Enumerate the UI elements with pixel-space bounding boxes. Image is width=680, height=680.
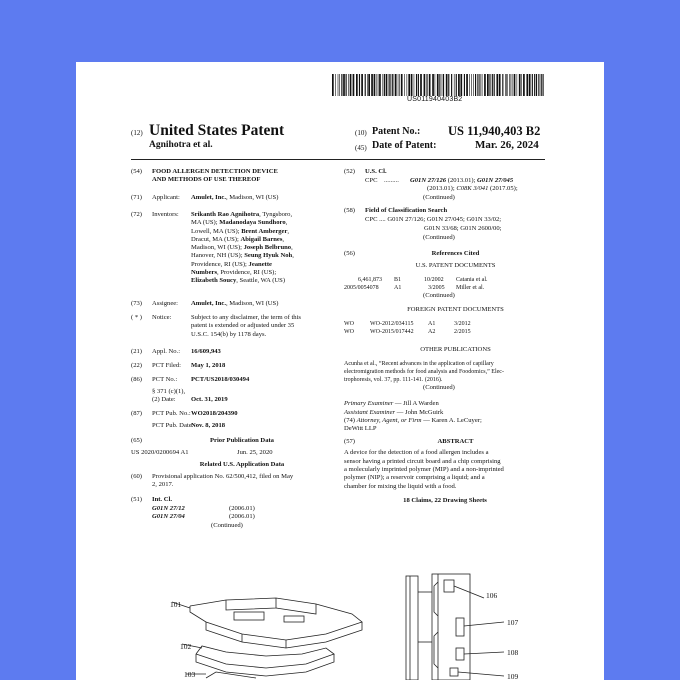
int-cl-version: (2006.01) (229, 513, 255, 521)
prior-publication-date: Jun. 25, 2020 (237, 449, 273, 456)
inventors-label: Inventors: (152, 211, 179, 218)
continued-note: (Continued) (423, 292, 455, 300)
barcode-bar (341, 74, 342, 96)
abstract-line: chamber for mixing the liquid with a food. (344, 482, 457, 490)
reference-label-109: 109 (507, 672, 519, 680)
inventor-location: , (291, 244, 293, 252)
field-code: (65) (131, 437, 142, 444)
assignee-name: Amulet, Inc. (191, 300, 226, 307)
inventors-list (191, 211, 331, 286)
field-code: (58) (344, 207, 355, 215)
patent-no-code: (10) (355, 129, 367, 137)
foreign-kind: A1 (428, 321, 436, 328)
barcode-bar (411, 74, 413, 96)
barcode-bar (477, 74, 478, 96)
abstract-text (344, 449, 546, 490)
barcode-bar (536, 74, 537, 96)
barcode-bar (356, 74, 358, 96)
cpc-code: C08K 3/041 (456, 185, 489, 193)
barcode-bar (481, 74, 482, 96)
barcode-bar (374, 74, 376, 96)
reference-date: 10/2002 (424, 276, 444, 283)
notice-label: Notice: (152, 314, 172, 321)
field-code: (87) (131, 410, 142, 417)
patent-front-page (76, 62, 604, 680)
barcode-bar (454, 74, 455, 96)
barcode-bar (389, 74, 390, 96)
pct-pub-number: WO2018/204390 (191, 410, 238, 417)
reference-label-108: 108 (507, 648, 519, 657)
barcode-bar (379, 74, 381, 96)
reference-kind: A1 (394, 284, 402, 291)
cpc-version: (2013.01); (427, 185, 457, 193)
inventor-location: , Providence, RI (US); (217, 269, 277, 277)
barcode-bar (460, 74, 462, 96)
int-cl-version: (2006.01) (229, 505, 255, 512)
patent-date: Mar. 26, 2024 (475, 139, 539, 151)
reference-label-106: 106 (486, 591, 498, 600)
pct-number: PCT/US2018/030494 (191, 376, 250, 383)
field-code: (72) (131, 211, 142, 218)
barcode-bar (392, 74, 393, 96)
reference-author: Miller et al. (456, 284, 485, 291)
barcode-bar (414, 74, 415, 96)
field-code: (86) (131, 376, 142, 383)
date-code: (45) (355, 144, 367, 152)
provisional-line: 2, 2017. (152, 481, 174, 489)
attorney-label: Attorney, Agent, or Firm (356, 417, 422, 425)
patent-number: US 11,940,403 B2 (448, 124, 541, 138)
reference-label-102: 102 (180, 642, 192, 651)
barcode-bar (335, 74, 336, 96)
pct-filed-date: May 1, 2018 (191, 362, 226, 369)
s371-date: Oct. 31, 2019 (191, 396, 228, 404)
barcode-bar (395, 74, 397, 96)
cpc-version: (2013.01); (446, 177, 478, 184)
inventor-location: , (292, 252, 294, 260)
barcode-bar (442, 74, 443, 96)
inventor-location: , Seattle, WA (US) (236, 277, 286, 285)
references-heading: References Cited (431, 249, 480, 257)
pct-pub-date-label: PCT Pub. Date: (152, 422, 194, 429)
other-publications-heading: OTHER PUBLICATIONS (420, 346, 491, 354)
barcode-bar (398, 74, 399, 96)
reference-row (344, 284, 546, 292)
barcode-bar (407, 74, 408, 96)
inventor-location: , (282, 235, 285, 243)
field-code: (73) (131, 300, 142, 307)
field-code: (22) (131, 362, 142, 369)
reference-number: 2005/0054078 (344, 284, 379, 291)
prior-publication-heading: Prior Publication Data (210, 437, 274, 444)
inventor-name: Seung Hyuk Noh (244, 252, 293, 260)
barcode-bar (416, 74, 417, 96)
barcode-bar (365, 74, 366, 96)
provisional-line: Provisional application No. 62/500,412, filed on May (152, 473, 294, 480)
date-label: Date of Patent: (372, 140, 437, 151)
inventor-name: Srikanth Rao Agnihotra (191, 211, 260, 218)
header-rule (131, 159, 545, 160)
cpc-code: G01N 27/126 (410, 177, 447, 184)
barcode-bar (401, 74, 403, 96)
foreign-number: WO-2012/034115 (370, 321, 414, 328)
barcode-bar (332, 74, 334, 96)
inventor-name: Jeanette (248, 260, 272, 268)
barcode-bar (437, 74, 439, 96)
foreign-country: WO (344, 321, 354, 328)
barcode-bar (368, 74, 370, 96)
barcode-bar (511, 74, 512, 96)
barcode-bar (361, 74, 363, 96)
barcode-bar (429, 74, 431, 96)
barcode-bar (505, 74, 506, 96)
publication-line: electromigration methods for food analysis and Foodomics,” Elec- (344, 369, 504, 376)
barcode-bar (424, 74, 426, 96)
inventor-name: Madanodaya Sundhoro (219, 219, 286, 227)
int-cl-code: G01N 27/12 (152, 505, 185, 512)
barcode-bar (435, 74, 436, 96)
field-code: (60) (131, 473, 142, 480)
barcode-bar (338, 74, 339, 96)
barcode-bar (339, 74, 340, 96)
continued-note: (Continued) (423, 384, 455, 392)
barcode-bar (541, 74, 542, 96)
inventor-name: Brent Amberger (241, 227, 288, 235)
publication-line: trophoresis, vol. 37, pp. 111-141. (2016). (344, 377, 443, 384)
barcode-bar (420, 74, 422, 96)
barcode-bar (378, 74, 379, 96)
cpc-version: (2017.05); (488, 185, 518, 193)
barcode-bar (484, 74, 486, 96)
reference-label-103: 103 (184, 670, 196, 679)
reference-kind: B1 (394, 276, 402, 283)
barcode-bar (529, 74, 531, 96)
barcode-bar (451, 74, 452, 96)
barcode-bar (386, 74, 388, 96)
abstract-line: sensor having a printed circuit board and a chip comprising (344, 457, 501, 465)
field-search-heading: Field of Classification Search (365, 207, 448, 215)
foreign-documents-heading: FOREIGN PATENT DOCUMENTS (407, 306, 504, 314)
inventor-name: Joseph Belbruno (243, 244, 292, 252)
field-code: (74) (344, 417, 355, 425)
barcode-bar (353, 74, 355, 96)
abstract-line: a molecularly imprinted polymer (MIP) and a non-imprinted (344, 465, 504, 473)
reference-number: 6,461,873 (358, 276, 382, 283)
barcode-bar (371, 74, 373, 96)
device-drawing-left (166, 582, 396, 680)
barcode-bar (469, 74, 470, 96)
barcode-bar (418, 74, 419, 96)
barcode-bar (471, 74, 472, 96)
foreign-date: 3/2012 (454, 321, 471, 328)
barcode-bar (383, 74, 384, 96)
document-kind-code: (12) (131, 129, 143, 137)
reference-label-101: 101 (170, 600, 182, 609)
field-code: (57) (344, 438, 355, 446)
abstract-heading: ABSTRACT (437, 438, 474, 446)
appl-number: 16/609,943 (191, 348, 221, 355)
title-line: AND METHODS OF USE THEREOF (152, 176, 261, 184)
barcode-bar (519, 74, 521, 96)
foreign-date: 2/2015 (454, 329, 471, 336)
barcode-bar (350, 74, 352, 96)
barcode-bar (514, 74, 516, 96)
barcode-bar (346, 74, 347, 96)
field-code: (51) (131, 496, 142, 503)
notice-line: U.S.C. 154(b) by 1178 days. (191, 330, 267, 338)
barcode-bar (443, 74, 444, 96)
barcode-bar (456, 74, 457, 96)
assistant-examiner-name: — John McGuirk (395, 408, 444, 416)
barcode-bar (499, 74, 501, 96)
barcode-bar (475, 74, 476, 96)
inventor-location: , Tyngsboro, (259, 211, 293, 218)
inventor-location: Madison, WI (US); (191, 244, 244, 252)
barcode-bar (523, 74, 525, 96)
related-application-heading: Related U.S. Application Data (199, 461, 285, 468)
inventor-short-name: Agnihotra et al. (149, 140, 213, 150)
inventor-location: , (287, 227, 290, 235)
barcode-bar (489, 74, 490, 96)
abstract-line: A device for the detection of a food allergen includes a (344, 449, 489, 457)
barcode-bar (399, 74, 400, 96)
attorney-name: — Karen A. LeCuyer; (421, 417, 482, 425)
applicant-label: Applicant: (152, 194, 180, 201)
claims-count: 18 Claims, 22 Drawing Sheets (403, 496, 487, 504)
patent-no-label: Patent No.: (372, 126, 421, 137)
reference-label-107: 107 (507, 618, 519, 627)
barcode-bar (432, 74, 434, 96)
title-line: FOOD ALLERGEN DETECTION DEVICE (152, 168, 278, 175)
assignee-label: Assignee: (152, 300, 179, 307)
assignee-location: , Madison, WI (US) (225, 300, 279, 307)
abstract-line: polymer (NIP); a reservoir comprising a liquid; and a (344, 474, 485, 482)
device-drawing-right (404, 572, 554, 680)
barcode-bar (464, 74, 465, 96)
continued-note: (Continued) (423, 194, 455, 202)
barcode-bar (343, 74, 345, 96)
barcode-bar (521, 74, 522, 96)
barcode (332, 74, 546, 96)
barcode-bar (439, 74, 440, 96)
barcode-number: US011940403B2 (407, 96, 463, 103)
barcode-bar (492, 74, 493, 96)
applicant-location: , Madison, WI (US) (225, 194, 279, 201)
barcode-bar (534, 74, 535, 96)
pct-filed-label: PCT Filed: (152, 362, 182, 369)
s371-date-label: (2) Date: (152, 396, 176, 404)
inventor-location: Providence, RI (US); (191, 260, 249, 268)
s371-label: § 371 (c)(1), (152, 388, 186, 395)
barcode-bar (494, 74, 495, 96)
barcode-bar (532, 74, 533, 96)
left-column (131, 168, 336, 531)
inventor-location: Hanover, NH (US); (191, 252, 245, 260)
field-code: (54) (131, 168, 142, 175)
applicant-name: Amulet, Inc. (191, 194, 226, 201)
int-cl-heading: Int. Cl. (152, 496, 172, 503)
field-code: (56) (344, 249, 355, 257)
patent-heading: United States Patent (149, 122, 285, 139)
primary-examiner-label: Primary Examiner (344, 400, 394, 408)
notice-line: patent is extended or adjusted under 35 (191, 322, 295, 330)
barcode-bar (448, 74, 449, 96)
pct-pub-label: PCT Pub. No.: (152, 410, 191, 417)
barcode-bar (426, 74, 427, 96)
us-cl-heading: U.S. Cl. (365, 168, 387, 175)
reference-row (344, 276, 546, 284)
barcode-bar (377, 74, 378, 96)
barcode-bar (394, 74, 395, 96)
field-search-line: G01N 33/68; G01N 2600/00; (424, 224, 502, 232)
field-code: (21) (131, 348, 142, 355)
cpc-code: G01N 27/045 (477, 177, 514, 184)
barcode-bar (517, 74, 518, 96)
foreign-kind: A2 (428, 329, 436, 336)
reference-date: 3/2005 (428, 284, 445, 291)
field-code: ( * ) (131, 314, 142, 321)
field-code: (52) (344, 168, 355, 175)
foreign-reference-row (344, 320, 546, 328)
int-cl-code: G01N 27/04 (152, 513, 185, 521)
field-search-line: CPC .... G01N 27/126; G01N 27/045; G01N 33/02; (365, 216, 502, 224)
barcode-bar (408, 74, 410, 96)
inventor-name: Abigail Barnes (240, 235, 283, 243)
attorney-firm: DeWitt LLP (344, 425, 377, 433)
barcode-bar (512, 74, 513, 96)
inventor-location: MA (US); (191, 219, 220, 227)
pct-pub-date: Nov. 8, 2018 (191, 422, 226, 429)
inventor-name: Numbers (191, 269, 218, 277)
inventor-location: , (285, 219, 288, 227)
barcode-bar (526, 74, 528, 96)
barcode-bar (446, 74, 448, 96)
primary-examiner-name: — Jill A Warden (393, 400, 439, 408)
appl-label: Appl. No.: (152, 348, 181, 355)
notice-line: Subject to any disclaimer, the term of this (191, 314, 301, 321)
barcode-bar (458, 74, 460, 96)
cpc-label: CPC (365, 177, 378, 184)
inventor-name: Elizabeth Soucy (191, 277, 237, 285)
barcode-bar (367, 74, 368, 96)
continued-note: (Continued) (423, 233, 455, 241)
barcode-bar (487, 74, 489, 96)
barcode-bar (538, 74, 539, 96)
reference-author: Catania et al. (456, 276, 488, 283)
barcode-bar (384, 74, 385, 96)
inventor-location: Dracut, MA (US); (191, 235, 241, 243)
right-column (344, 168, 546, 505)
barcode-bar (482, 74, 483, 96)
field-code: (71) (131, 194, 142, 201)
foreign-reference-row (344, 328, 546, 346)
pct-no-label: PCT No.: (152, 376, 178, 383)
us-documents-heading: U.S. PATENT DOCUMENTS (415, 261, 496, 269)
barcode-bar (506, 74, 507, 96)
prior-publication-number: US 2020/0200694 A1 (131, 449, 189, 456)
inventor-location: Lowell, MA (US); (191, 227, 242, 235)
foreign-country: WO (344, 329, 354, 336)
barcode-bar (466, 74, 468, 96)
barcode-bar (473, 74, 474, 96)
assistant-examiner-label: Assistant Examiner (344, 408, 396, 416)
barcode-bar (390, 74, 391, 96)
barcode-bar (502, 74, 503, 96)
publication-line: Acunha et al., “Recent advances in the application of capillary (344, 361, 494, 368)
barcode-bar (496, 74, 498, 96)
barcode-bar (509, 74, 510, 96)
barcode-bar (543, 74, 544, 96)
barcode-bar (479, 74, 480, 96)
barcode-bar (404, 74, 405, 96)
continued-note: (Continued) (211, 522, 243, 530)
barcode-bar (359, 74, 360, 96)
barcode-bar (348, 74, 349, 96)
foreign-number: WO-2015/017442 (370, 329, 414, 336)
cpc-dots: ......... (384, 177, 399, 184)
